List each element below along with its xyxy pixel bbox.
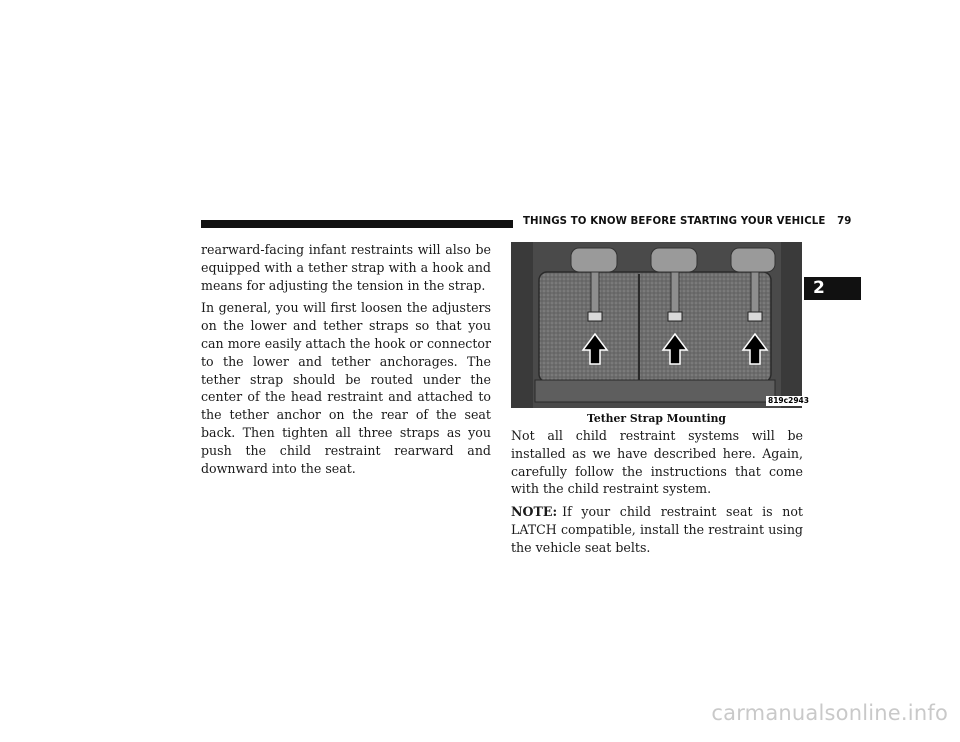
note-text: If your child restraint seat is not LATCH compatible, install the restraint using the vehicle seat belts. [511, 504, 803, 555]
paragraph: In general, you will first loosen the adjusters on the lower and tether straps so that you can more easily attach the hook or connector to the lower and tether anchorages. The tether strap should be routed under the center of the head restraint and attached to the tether anchor on the rear of the seat back. Then tighten all three straps as you push the child restraint rearward and downward into the seat. [201, 300, 491, 476]
rear-seat-illustration [511, 242, 802, 408]
running-header [523, 216, 852, 232]
header-rule [201, 220, 513, 228]
figure-code: 819c2943 [768, 396, 809, 405]
tether-strap-figure [511, 242, 802, 408]
watermark: carmanualsonline.info [711, 701, 948, 725]
paragraph: rearward-facing infant restraints will also be equipped with a tether strap with a hook and means for adjusting the tension in the strap. [201, 242, 491, 293]
page-number: 79 [837, 216, 852, 227]
right-column [511, 427, 803, 562]
note-label: NOTE: [511, 504, 558, 520]
note [511, 503, 803, 556]
left-column [201, 241, 491, 482]
section-tab[interactable]: 2 [804, 277, 861, 300]
figure-caption: Tether Strap Mounting [587, 412, 726, 425]
paragraph: Not all child restraint systems will be installed as we have described here. Again, carefully follow the instructions that come with the child restraint system. [511, 428, 803, 497]
header-title: THINGS TO KNOW BEFORE STARTING YOUR VEHICLE [523, 216, 826, 227]
